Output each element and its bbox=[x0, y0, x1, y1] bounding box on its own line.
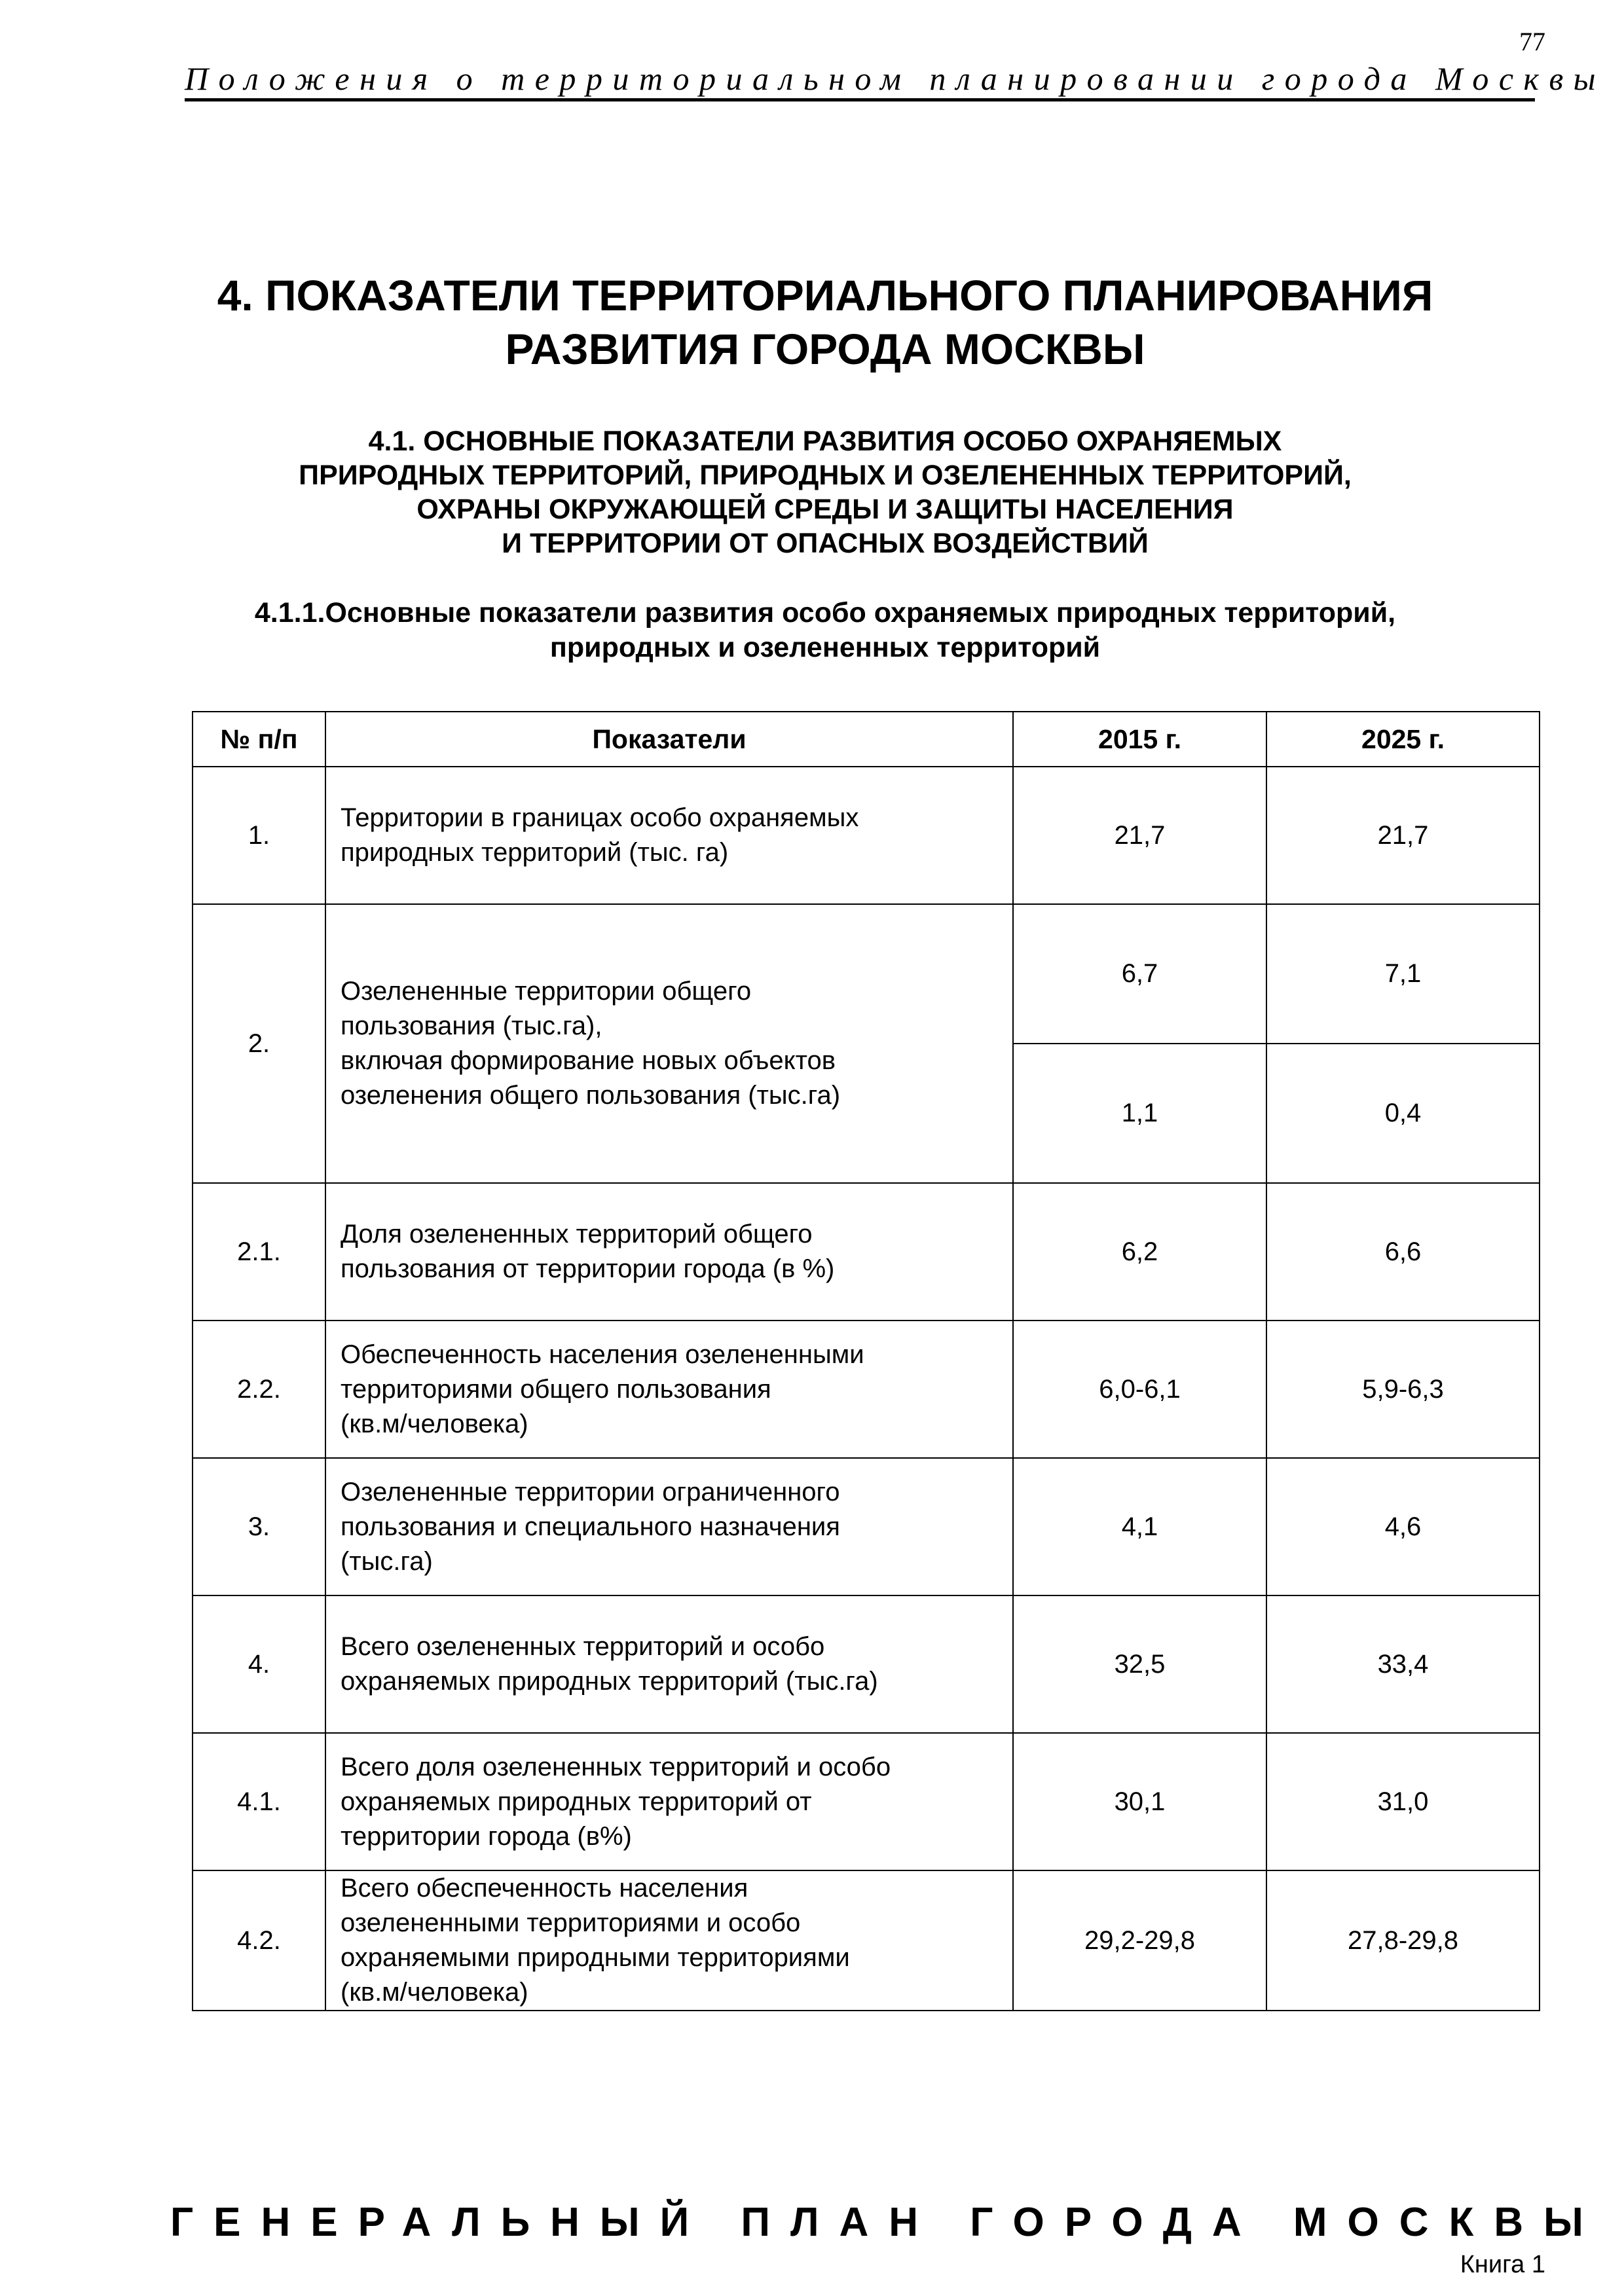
row-indicator bbox=[325, 1733, 1013, 1870]
table-row bbox=[193, 1183, 1540, 1321]
row-number: 2.1. bbox=[193, 1183, 325, 1321]
header-2015: 2015 г. bbox=[1013, 712, 1266, 767]
indicator-line: Всего обеспеченность населения bbox=[341, 1874, 748, 1903]
value-2015: 21,7 bbox=[1013, 767, 1266, 904]
value-2015: 6,2 bbox=[1013, 1183, 1266, 1321]
indicator-line: пользования (тыс.га), bbox=[341, 1011, 602, 1040]
footer-book-label: Книга 1 bbox=[1460, 2251, 1545, 2278]
subsection-title-line: 4.1. ОСНОВНЫЕ ПОКАЗАТЕЛИ РАЗВИТИЯ ОСОБО ОХРАНЯЕМЫХ bbox=[368, 426, 1282, 457]
header-indicator: Показатели bbox=[325, 712, 1013, 767]
header-rule bbox=[185, 98, 1535, 101]
indicator-line: охраняемых природных территорий (тыс.га) bbox=[341, 1667, 878, 1696]
indicator-line: Территории в границах особо охраняемых bbox=[341, 803, 859, 832]
header-number: № п/п bbox=[193, 712, 325, 767]
row-indicator bbox=[325, 1321, 1013, 1458]
row-number: 4.2. bbox=[193, 1870, 325, 2011]
indicator-line: пользования и специального назначения bbox=[341, 1512, 840, 1541]
footer-title: ГЕНЕРАЛЬНЫЙ ПЛАН ГОРОДА МОСКВЫ bbox=[170, 2200, 1604, 2245]
row-number: 3. bbox=[193, 1458, 325, 1595]
row-indicator bbox=[325, 1870, 1013, 2011]
value-2015: 4,1 bbox=[1013, 1458, 1266, 1595]
value-2015: 32,5 bbox=[1013, 1595, 1266, 1733]
table-header-row bbox=[193, 712, 1540, 767]
indicator-line: охраняемыми природными территориями bbox=[341, 1943, 850, 1972]
value-2015: 6,0-6,1 bbox=[1013, 1321, 1266, 1458]
indicator-line: (кв.м/человека) bbox=[341, 1409, 528, 1438]
row-number: 1. bbox=[193, 767, 325, 904]
indicator-line: Всего доля озелененных территорий и особо bbox=[341, 1752, 891, 1781]
value-2025: 31,0 bbox=[1266, 1733, 1540, 1870]
page-number: 77 bbox=[1519, 27, 1545, 56]
table-caption-line: природных и озелененных территорий bbox=[549, 632, 1101, 663]
indicator-line: территориями общего пользования bbox=[341, 1374, 771, 1404]
row-number: 2.2. bbox=[193, 1321, 325, 1458]
value-2015-new-objects: 1,1 bbox=[1013, 1044, 1266, 1183]
value-2025: 7,1 bbox=[1266, 904, 1540, 1044]
table-row bbox=[193, 904, 1540, 1044]
indicator-line: (кв.м/человека) bbox=[341, 1978, 528, 2007]
value-2015: 29,2-29,8 bbox=[1013, 1870, 1266, 2011]
value-2025: 33,4 bbox=[1266, 1595, 1540, 1733]
value-2015: 6,7 bbox=[1013, 904, 1266, 1044]
table-caption bbox=[157, 596, 1493, 665]
running-header: Положения о территориальном планировании города Москвы bbox=[185, 60, 1606, 97]
value-2025: 6,6 bbox=[1266, 1183, 1540, 1321]
table-row bbox=[193, 1870, 1540, 2011]
table-row bbox=[193, 1595, 1540, 1733]
indicator-line: озелененными территориями и особо bbox=[341, 1908, 801, 1937]
value-2025: 21,7 bbox=[1266, 767, 1540, 904]
subsection-title-line: ОХРАНЫ ОКРУЖАЮЩЕЙ СРЕДЫ И ЗАЩИТЫ НАСЕЛЕНИЯ bbox=[416, 494, 1234, 525]
indicator-line: природных территорий (тыс. га) bbox=[341, 838, 729, 867]
indicators-table bbox=[192, 711, 1540, 2011]
value-2025-new-objects: 0,4 bbox=[1266, 1044, 1540, 1183]
value-2025: 4,6 bbox=[1266, 1458, 1540, 1595]
indicator-line: Обеспеченность населения озелененными bbox=[341, 1339, 864, 1369]
table-caption-line: 4.1.1.Основные показатели развития особо охраняемых природных территорий, bbox=[254, 597, 1396, 629]
row-indicator bbox=[325, 1183, 1013, 1321]
table-row bbox=[193, 1321, 1540, 1458]
row-indicator bbox=[325, 1595, 1013, 1733]
indicator-line: включая формирование новых объектов bbox=[341, 1046, 836, 1075]
table-row bbox=[193, 767, 1540, 904]
table-row bbox=[193, 1458, 1540, 1595]
table-row bbox=[193, 1733, 1540, 1870]
indicator-line: Озелененные территории ограниченного bbox=[341, 1477, 840, 1506]
row-number: 4.1. bbox=[193, 1733, 325, 1870]
indicator-line: пользования от территории города (в %) bbox=[341, 1254, 835, 1283]
row-indicator bbox=[325, 1458, 1013, 1595]
subsection-title-line: ПРИРОДНЫХ ТЕРРИТОРИЙ, ПРИРОДНЫХ И ОЗЕЛЕНЕННЫХ ТЕРРИТОРИЙ, bbox=[299, 460, 1352, 491]
indicator-line: Доля озелененных территорий общего bbox=[341, 1220, 813, 1248]
row-indicator bbox=[325, 767, 1013, 904]
subsection-title-line: И ТЕРРИТОРИИ ОТ ОПАСНЫХ ВОЗДЕЙСТВИЙ bbox=[502, 528, 1149, 559]
row-indicator bbox=[325, 904, 1013, 1183]
indicator-line: территории города (в%) bbox=[341, 1821, 632, 1851]
header-2025: 2025 г. bbox=[1266, 712, 1540, 767]
indicator-line: охраняемых природных территорий от bbox=[341, 1787, 812, 1816]
value-2025: 5,9-6,3 bbox=[1266, 1321, 1540, 1458]
row-number: 2. bbox=[193, 904, 325, 1183]
section-title bbox=[157, 268, 1493, 376]
section-title-line: 4. ПОКАЗАТЕЛИ ТЕРРИТОРИАЛЬНОГО ПЛАНИРОВАНИЯ bbox=[217, 271, 1433, 319]
row-number: 4. bbox=[193, 1595, 325, 1733]
section-title-line: РАЗВИТИЯ ГОРОДА МОСКВЫ bbox=[505, 325, 1145, 373]
indicator-line: Всего озелененных территорий и особо bbox=[341, 1632, 825, 1661]
indicator-line: (тыс.га) bbox=[341, 1546, 433, 1576]
value-2015: 30,1 bbox=[1013, 1733, 1266, 1870]
value-2025: 27,8-29,8 bbox=[1266, 1870, 1540, 2011]
indicator-line: Озелененные территории общего bbox=[341, 977, 752, 1006]
subsection-title bbox=[157, 424, 1493, 560]
indicator-line: озеленения общего пользования (тыс.га) bbox=[341, 1081, 841, 1110]
